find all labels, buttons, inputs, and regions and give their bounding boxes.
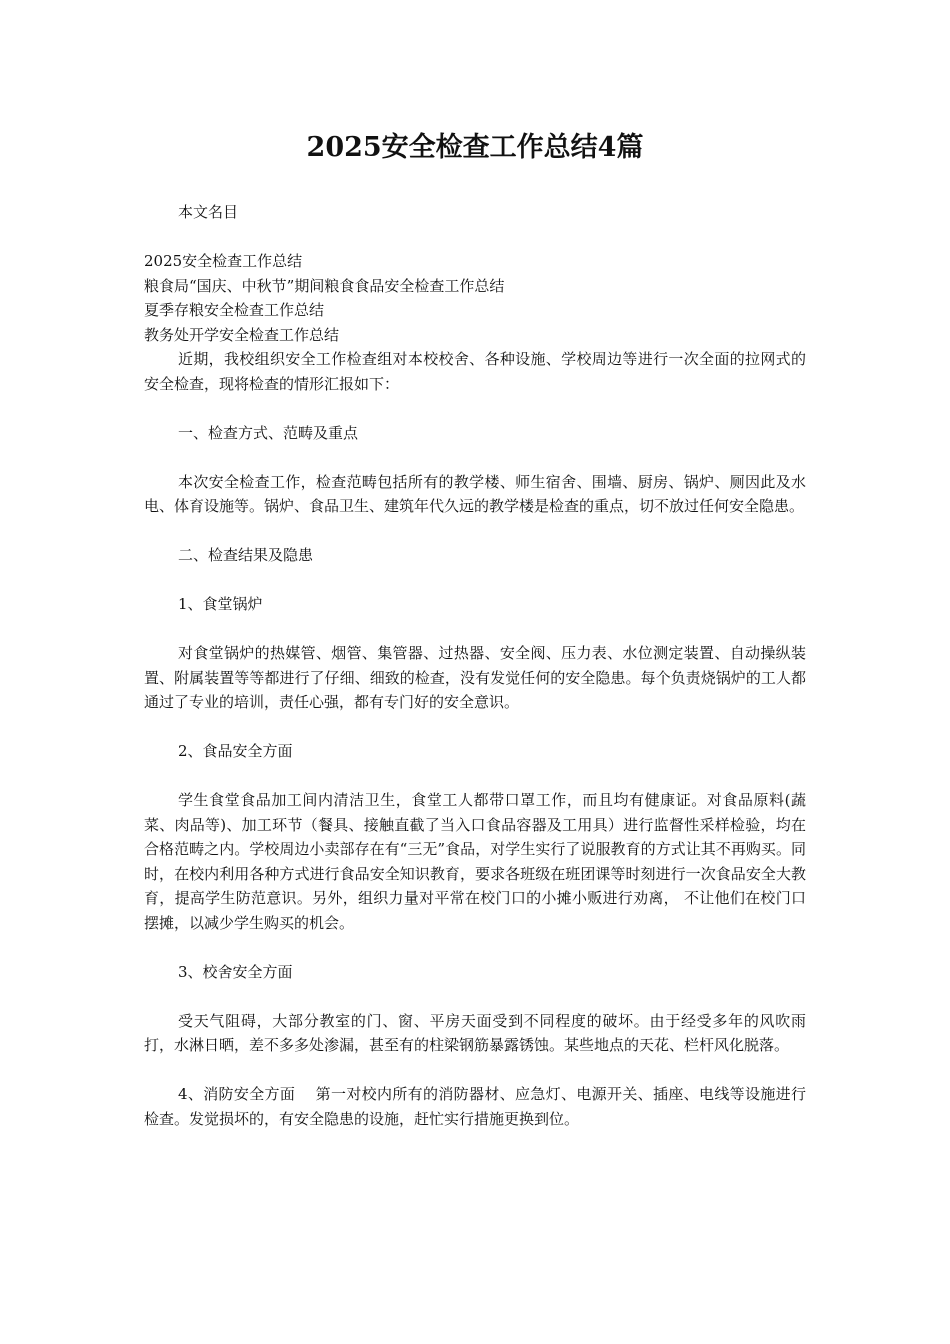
section-heading: 一、检查方式、范畴及重点 [178,423,359,442]
toc-item: 夏季存粮安全检查工作总结 [144,301,325,319]
item-heading: 1、食堂锅炉 [178,595,263,613]
item-paragraph: 学生食堂食品加工间内清洁卫生，食堂工人都带口罩工作，而且均有健康证。对食品原料(蔬菜、肉品等)、加工环节（餐具、接触直截了当入口食品容器及工用具）进行监督性采样检验，均在合格范畴之内。学校周边小卖部存在有“三无”食品，对学生实行了说服教育的方式让其不再购买。同时，在校内利用各种方式进行食品安全知识教育，要求各班级在班团课等时刻进行一次食品安全大教育，提高学生防范意识。另外，组织力量对平常在校门口的小摊小贩进行劝离， 不让他们在校门口摆摊，以减少学生购买的机会。 [144,791,806,932]
section-heading: 二、检查结果及隐患 [178,546,314,564]
item-paragraph: 4、消防安全方面 第一对校内所有的消防器材、应急灯、电源开关、插座、电线等设施进行检查。发觉损坏的，有安全隐患的设施，赶忙实行措施更换到位。 [144,1085,806,1128]
toc-item: 2025安全检查工作总结 [144,252,303,270]
section-paragraph: 本次安全检查工作，检查范畴包括所有的教学楼、师生宿舍、围墙、厨房、锅炉、厕因此及水电、体育设施等。锅炉、食品卫生、建筑年代久远的教学楼是检查的重点，切不放过任何安全隐患。 [144,472,806,515]
item-heading: 3、校舍安全方面 [178,962,293,981]
document-body [144,200,806,1131]
toc-item: 粮食局“国庆、中秋节”期间粮食食品安全检查工作总结 [144,276,505,295]
item-paragraph: 对食堂锅炉的热媒管、烟管、集管器、过热器、安全阀、压力表、水位测定装置、自动操纵装置、附属装置等等都进行了仔细、细致的检查，没有发觉任何的安全隐患。每个负责烧锅炉的工人都通过了专业的培训，责任心强，都有专门好的安全意识。 [144,644,806,711]
item-heading: 2、食品安全方面 [178,742,293,760]
table-of-contents [144,249,806,347]
toc-item: 教务处开学安全检查工作总结 [144,325,340,344]
intro-paragraph: 近期，我校组织安全工作检查组对本校校舍、各种设施、学校周边等进行一次全面的拉网式的安全检查，现将检查的情形汇报如下： [144,350,806,393]
item-paragraph: 受天气阻碍，大部分教室的门、窗、平房天面受到不同程度的破坏。由于经受多年的风吹雨打，水淋日晒，差不多多处渗漏，甚至有的柱梁钢筋暴露锈蚀。某些地点的天花、栏杆风化脱落。 [144,1011,806,1054]
document-title: 2025安全检查工作总结4篇 [306,132,644,163]
toc-heading: 本文名目 [178,203,239,221]
